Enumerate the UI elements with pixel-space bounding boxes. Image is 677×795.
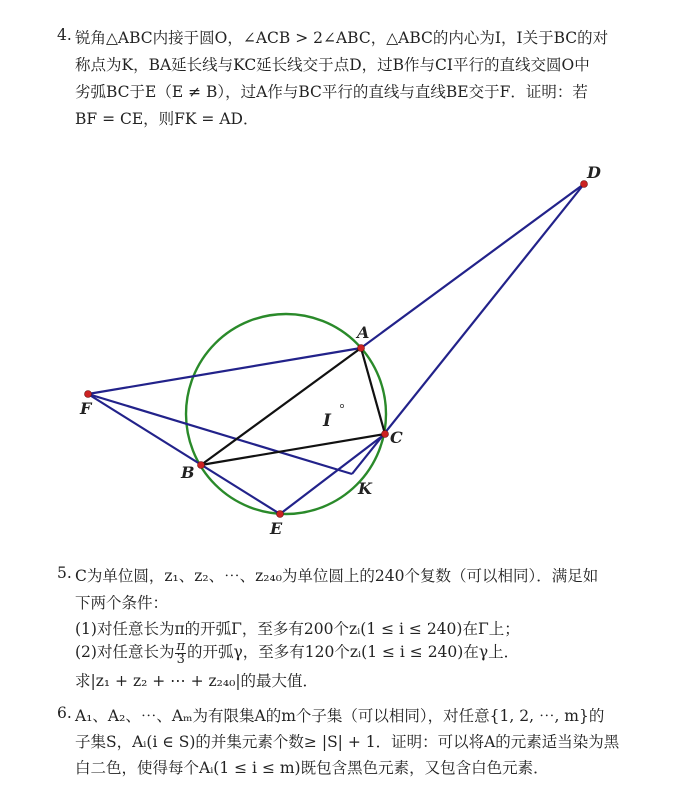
segment-fa [88,348,361,394]
problem-text-line: C为单位圆，z₁、z₂、⋯、z₂₄₀为单位圆上的240个复数（可以相同）．满足如 [75,567,599,585]
points [85,181,588,518]
problem-text-line: 子集S，Aᵢ(i ∈ S)的并集元素个数≥ |S| + 1．证明：可以将A的元素适当染为黑 [75,733,620,751]
point-a [358,345,365,352]
label-d: D [587,163,601,182]
triangle-abc [201,348,385,465]
label-a: A [357,323,370,342]
label-e: E [270,519,283,538]
condition-2-pre: (2)对任意长为 [75,643,175,661]
point-i [340,404,343,407]
label-b: B [181,463,195,482]
blue-lines [88,184,584,514]
segment-fe [88,394,280,514]
segment-bc [201,434,385,465]
problem-text-line: 求|z₁ + z₂ + ⋯ + z₂₄₀|的最大值． [75,672,319,690]
problem-number: 6. [57,704,72,722]
problem-text-line [75,640,519,666]
fraction-pi-over-3 [175,638,186,667]
problem-text-line: (1)对任意长为π的开弧Γ，至多有200个zᵢ(1 ≤ i ≤ 240)在Γ上； [75,620,520,638]
problem-text-line: 白二色，使得每个Aᵢ(1 ≤ i ≤ m)既包含黑色元素，又包含白色元素． [75,759,549,777]
condition-2-post: 的开弧γ，至多有120个zᵢ(1 ≤ i ≤ 240)在γ上． [187,643,520,661]
geometry-figure [0,150,677,550]
point-e [277,511,284,518]
point-c [382,431,389,438]
fraction-numerator: π [176,638,186,654]
label-f: F [80,399,92,418]
point-f [85,391,92,398]
point-b [198,462,205,469]
problem-text-line: BF = CE，则FK = AD． [75,110,259,128]
circle-o [186,314,386,514]
problem-text-line: A₁、A₂、⋯、Aₘ为有限集A的m个子集（可以相同），对任意{1, 2, ⋯, m}的 [75,707,605,725]
label-i: I [323,411,331,431]
problem-text-line: 下两个条件： [75,594,169,612]
problem-text-line: 劣弧BC于E（E ≠ B），过A作与BC平行的直线与直线BE交于F．证明：若 [75,83,588,101]
problem-text-line: 锐角△ABC内接于圆O，∠ACB > 2∠ABC，△ABC的内心为I，I关于BC的对 [75,29,609,47]
problem-number: 4. [57,26,72,44]
segment-ba [201,348,361,465]
segment-ac [361,348,385,434]
label-c: C [390,428,403,447]
fraction-denominator: 3 [176,651,185,667]
problem-text-line: 称点为K，BA延长线与KC延长线交于点D，过B作与CI平行的直线交圆O中 [75,56,590,74]
problem-number: 5. [57,564,72,582]
label-k: K [358,479,372,498]
